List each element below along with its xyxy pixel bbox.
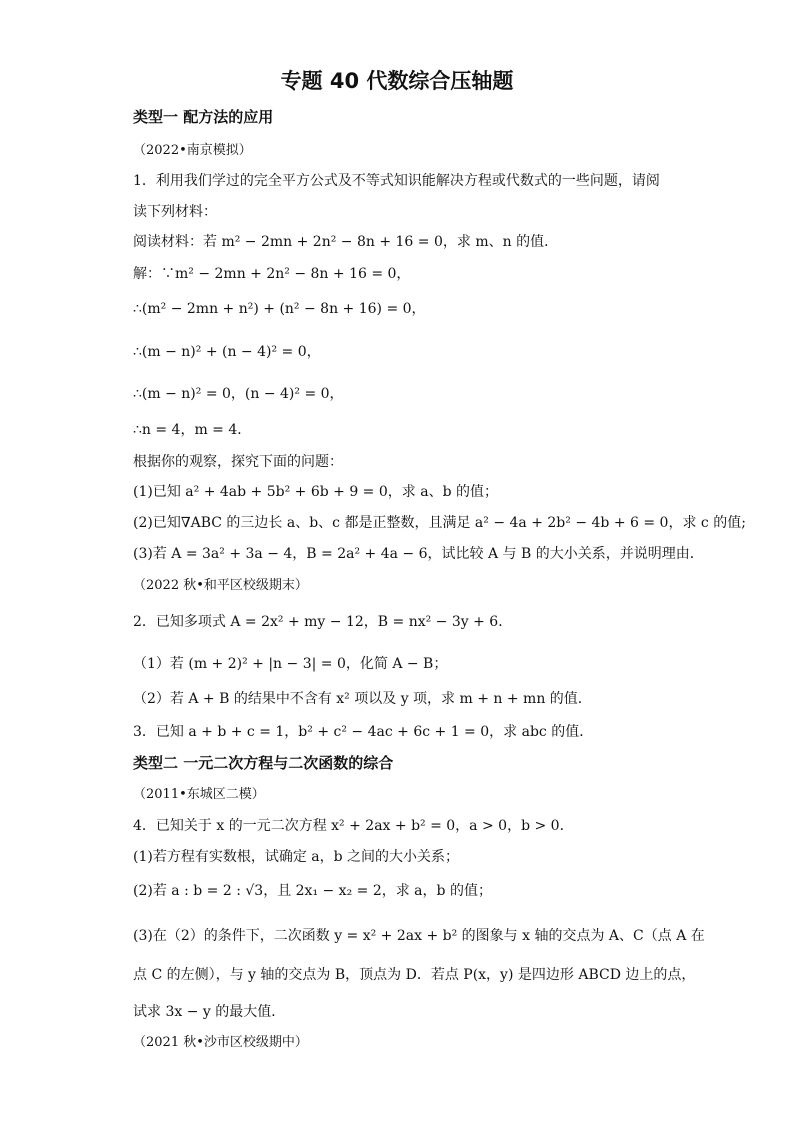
source-note: （2022•南京模拟） [133, 143, 252, 158]
problem-4-stem: 4．已知关于 x 的一元二次方程 x² + 2ax + b² = 0，a > 0，b > 0． [133, 818, 574, 834]
problem-1-part-3: (3)若 A = 3a² + 3a − 4，B = 2a² + 4a − 6，试比较 A 与 B 的大小关系，并说明理由． [133, 546, 704, 562]
solution-line-2: ∴(m² − 2mn + n²) + (n² − 8n + 16) = 0， [133, 301, 426, 317]
problem-1-intro-cont: 读下列材料： [133, 204, 217, 220]
reading-material: 阅读材料：若 m² − 2mn + 2n² − 8n + 16 = 0，求 m、n 的值． [133, 234, 559, 250]
solution-line-3: ∴(m − n)² + (n − 4)² = 0， [133, 344, 321, 360]
section-heading-type-2: 类型二 一元二次方程与二次函数的综合 [133, 754, 394, 772]
problem-1-part-1: (1)已知 a² + 4ab + 5b² + 6b + 9 = 0，求 a、b 的值； [133, 484, 498, 500]
problem-2-part-2: （2）若 A + B 的结果中不含有 x² 项以及 y 项，求 m + n + mn 的值． [133, 691, 592, 707]
source-note: （2021 秋•沙市区校级期中） [133, 1035, 308, 1050]
problem-4-part-3-cont: 点 C 的左侧），与 y 轴的交点为 B，顶点为 D．若点 P(x，y) 是四边形 ABCD 边上的点， [133, 967, 696, 983]
problem-4-part-1: (1)若方程有实数根，试确定 a，b 之间的大小关系； [133, 849, 460, 865]
explore-prompt: 根据你的观察，探究下面的问题： [133, 454, 343, 470]
section-heading-type-1: 类型一 配方法的应用 [133, 108, 274, 126]
source-note: （2011•东城区二模） [133, 787, 265, 802]
problem-4-part-3: (3)在（2）的条件下，二次函数 y = x² + 2ax + b² 的图象与 x 轴的交点为 A、C（点 A 在 [133, 928, 705, 944]
source-note: （2022 秋•和平区校级期末） [133, 578, 308, 593]
solution-line-5: ∴n = 4，m = 4． [133, 422, 252, 438]
problem-4-part-2: (2)若 a : b = 2 : √3，且 2x₁ − x₂ = 2，求 a，b 的值； [133, 883, 492, 899]
problem-2-stem: 2．已知多项式 A = 2x² + my − 12，B = nx² − 3y + 6． [133, 614, 513, 630]
page-title: 专题 40 代数综合压轴题 [280, 69, 514, 93]
problem-4-part-3-cont2: 试求 3x − y 的最大值． [133, 1004, 286, 1020]
problem-3: 3．已知 a + b + c = 1，b² + c² − 4ac + 6c + 1 = 0，求 abc 的值． [133, 724, 594, 740]
solution-line-1: 解：∵m² − 2mn + 2n² − 8n + 16 = 0， [133, 266, 411, 282]
problem-1-part-2: (2)已知∇ABC 的三边长 a、b、c 都是正整数，且满足 a² − 4a + 2b² − 4b + 6 = 0，求 c 的值; [133, 515, 746, 531]
solution-line-4: ∴(m − n)² = 0，(n − 4)² = 0， [133, 386, 344, 402]
problem-2-part-1: （1）若 (m + 2)² + |n − 3| = 0，化简 A − B； [133, 656, 448, 672]
problem-1-intro: 1．利用我们学过的完全平方公式及不等式知识能解决方程或代数式的一些问题，请阅 [133, 173, 660, 189]
